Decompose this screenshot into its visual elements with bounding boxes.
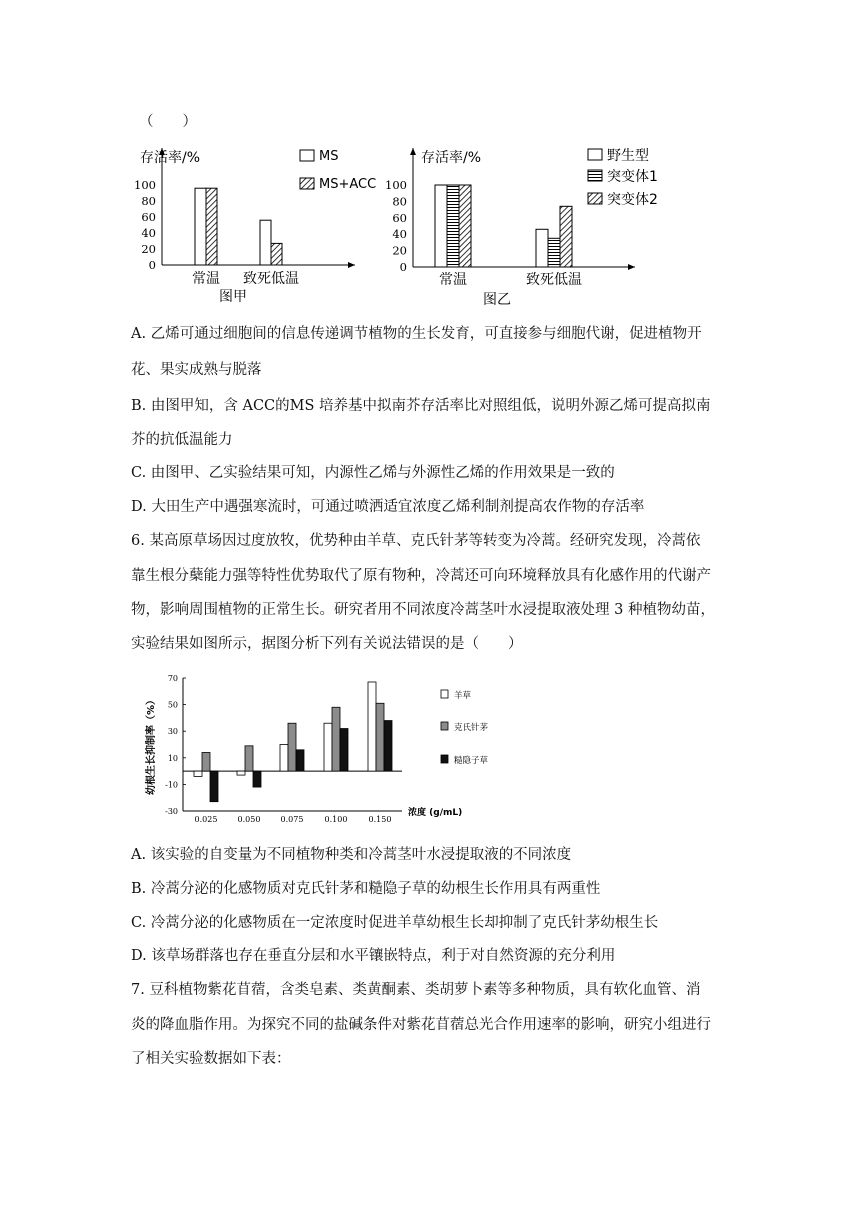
q6-stem-line1: 6. 某高原草场因过度放牧，优势种由羊草、克氏针茅等转变为冷蒿。经研究发现，冷蒿依 — [131, 533, 701, 549]
legend-label: 羊草 — [454, 691, 472, 701]
legend-swatch-突变体2 — [588, 193, 602, 204]
x-tick-label: 0.075 — [280, 815, 304, 824]
legend-label: 克氏针茅 — [454, 723, 489, 733]
y-tick-label: 80 — [392, 194, 407, 209]
bar-野生型-常温 — [435, 185, 447, 267]
legend-label: MS — [319, 149, 339, 164]
y-tick-label: 100 — [385, 178, 407, 192]
q6-option-c: C. 冷蒿分泌的化感物质在一定浓度时促进羊草幼根生长却抑制了克氏针茅幼根生长 — [131, 915, 659, 931]
legend-label: 糙隐子草 — [454, 756, 489, 766]
bar-羊草-0.025 — [194, 771, 202, 776]
x-tick-label: 常温 — [192, 271, 220, 287]
legend-swatch-突变体1 — [588, 170, 602, 181]
bar-羊草-0.100 — [324, 723, 332, 771]
figure-yi-chart — [385, 140, 675, 315]
bar-MS-常温 — [195, 188, 206, 265]
q6-stem-line4: 实验结果如图所示，据图分析下列有关说法错误的是（ ） — [131, 636, 523, 652]
y-tick-label: 60 — [141, 210, 156, 224]
y-tick-label: 40 — [141, 226, 156, 240]
bar-羊草-0.050 — [237, 771, 245, 775]
x-tick-label: 0.050 — [237, 815, 261, 824]
question-blank-paren: （ ） — [139, 114, 197, 130]
q7-stem-line3: 了相关实验数据如下表： — [131, 1051, 291, 1067]
y-tick-label: 20 — [141, 242, 156, 256]
x-tick-label: 常温 — [439, 272, 467, 288]
y-tick-label: -30 — [165, 807, 178, 816]
legend-swatch-野生型 — [588, 149, 602, 160]
bar-克氏针茅-0.050 — [245, 746, 253, 771]
bar-羊草-0.150 — [368, 682, 376, 771]
y-tick-label: 0 — [399, 260, 407, 274]
y-tick-label: -10 — [165, 780, 178, 790]
bar-突变体1-常温 — [447, 185, 459, 267]
q5-option-a-line2: 花、果实成熟与脱落 — [131, 362, 262, 378]
x-tick-label: 致死低温 — [526, 272, 582, 288]
y-tick-label: 60 — [392, 210, 407, 225]
legend-swatch-羊草 — [441, 690, 448, 698]
y-axis-label: 幼根生长抑制率（%） — [146, 694, 157, 796]
q5-option-b-line2: 芥的抗低温能力 — [131, 432, 233, 448]
bar-克氏针茅-0.025 — [202, 752, 210, 771]
bar-MS+ACC-致死低温 — [271, 243, 282, 265]
y-tick-label: 50 — [167, 700, 178, 710]
x-tick-label: 0.100 — [324, 815, 348, 824]
bar-糙隐子草-0.150 — [384, 721, 392, 772]
bar-MS+ACC-常温 — [206, 188, 217, 265]
bar-糙隐子草-0.100 — [340, 729, 348, 772]
q5-option-b-line1: B. 由图甲知，含 ACC的MS 培养基中拟南芥存活率比对照组低，说明外源乙烯可提高拟南 — [131, 398, 711, 414]
bar-羊草-0.075 — [280, 745, 288, 772]
y-tick-label: 0 — [148, 258, 156, 272]
q5-option-a-line1: A. 乙烯可通过细胞间的信息传递调节植物的生长发育，可直接参与细胞代谢，促进植物开 — [131, 326, 702, 342]
figure-jia-chart — [134, 140, 390, 315]
bar-克氏针茅-0.100 — [332, 707, 340, 771]
y-axis-head — [410, 148, 416, 155]
q6-option-d: D. 该草场群落也存在垂直分层和水平镶嵌特点，利于对自然资源的充分利用 — [131, 948, 616, 964]
figure-caption: 图乙 — [483, 292, 511, 308]
q7-stem-line1: 7. 豆科植物紫花苜蓿，含类皂素、类黄酮素、类胡萝卜素等多种物质，具有软化血管、消 — [131, 982, 701, 998]
x-axis-head — [628, 264, 635, 270]
y-tick-label: 40 — [392, 227, 407, 242]
y-axis-label: 存活率/% — [140, 150, 201, 166]
x-axis-label: 浓度 (g/mL) — [408, 808, 463, 818]
y-axis-label: 存活率/% — [421, 150, 482, 166]
y-tick-label: 70 — [167, 674, 178, 683]
x-tick-label: 0.025 — [194, 815, 218, 824]
figure-q6-chart — [140, 670, 520, 830]
figure-caption: 图甲 — [219, 289, 247, 305]
legend-swatch-MS — [300, 150, 314, 161]
y-tick-label: 100 — [134, 178, 156, 192]
bar-克氏针茅-0.075 — [288, 723, 296, 771]
q6-stem-line3: 物，影响周围植物的正常生长。研究者用不同浓度冷蒿茎叶水浸提取液处理 3 种植物幼苗， — [131, 602, 715, 618]
q5-option-d: D. 大田生产中遇强寒流时，可通过喷洒适宜浓度乙烯利制剂提高农作物的存活率 — [131, 499, 645, 515]
legend-label: 野生型 — [607, 148, 649, 164]
bar-糙隐子草-0.025 — [210, 771, 218, 802]
q6-option-b: B. 冷蒿分泌的化感物质对克氏针茅和糙隐子草的幼根生长作用具有两重性 — [131, 881, 601, 897]
x-tick-label: 0.150 — [368, 815, 392, 824]
bar-糙隐子草-0.050 — [253, 771, 261, 787]
y-tick-label: 80 — [141, 194, 156, 208]
bar-克氏针茅-0.150 — [376, 703, 384, 771]
q7-stem-line2: 炎的降血脂作用。为探究不同的盐碱条件对紫花苜蓿总光合作用速率的影响，研究小组进行 — [131, 1017, 711, 1033]
q5-option-c: C. 由图甲、乙实验结果可知，内源性乙烯与外源性乙烯的作用效果是一致的 — [131, 465, 615, 481]
legend-swatch-MS+ACC — [300, 178, 314, 189]
x-axis-head — [348, 262, 355, 268]
legend-label: 突变体1 — [607, 169, 658, 185]
bar-野生型-致死低温 — [536, 229, 548, 267]
y-tick-label: 20 — [392, 243, 407, 258]
bar-突变体1-致死低温 — [548, 238, 560, 267]
x-tick-label: 致死低温 — [243, 271, 299, 287]
y-tick-label: 30 — [167, 727, 178, 737]
legend-label: 突变体2 — [607, 192, 658, 208]
y-tick-label: 10 — [167, 753, 178, 763]
q6-option-a: A. 该实验的自变量为不同植物种类和冷蒿茎叶水浸提取液的不同浓度 — [131, 847, 572, 863]
bar-糙隐子草-0.075 — [296, 750, 304, 771]
bar-突变体2-致死低温 — [560, 206, 572, 267]
bar-MS-致死低温 — [260, 220, 271, 265]
bar-突变体2-常温 — [459, 185, 471, 267]
legend-swatch-糙隐子草 — [441, 755, 448, 763]
q6-stem-line2: 靠生根分蘖能力强等特性优势取代了原有物种，冷蒿还可向环境释放具有化感作用的代谢产 — [131, 568, 711, 584]
legend-label: MS+ACC — [319, 177, 377, 192]
legend-swatch-克氏针茅 — [441, 722, 448, 730]
